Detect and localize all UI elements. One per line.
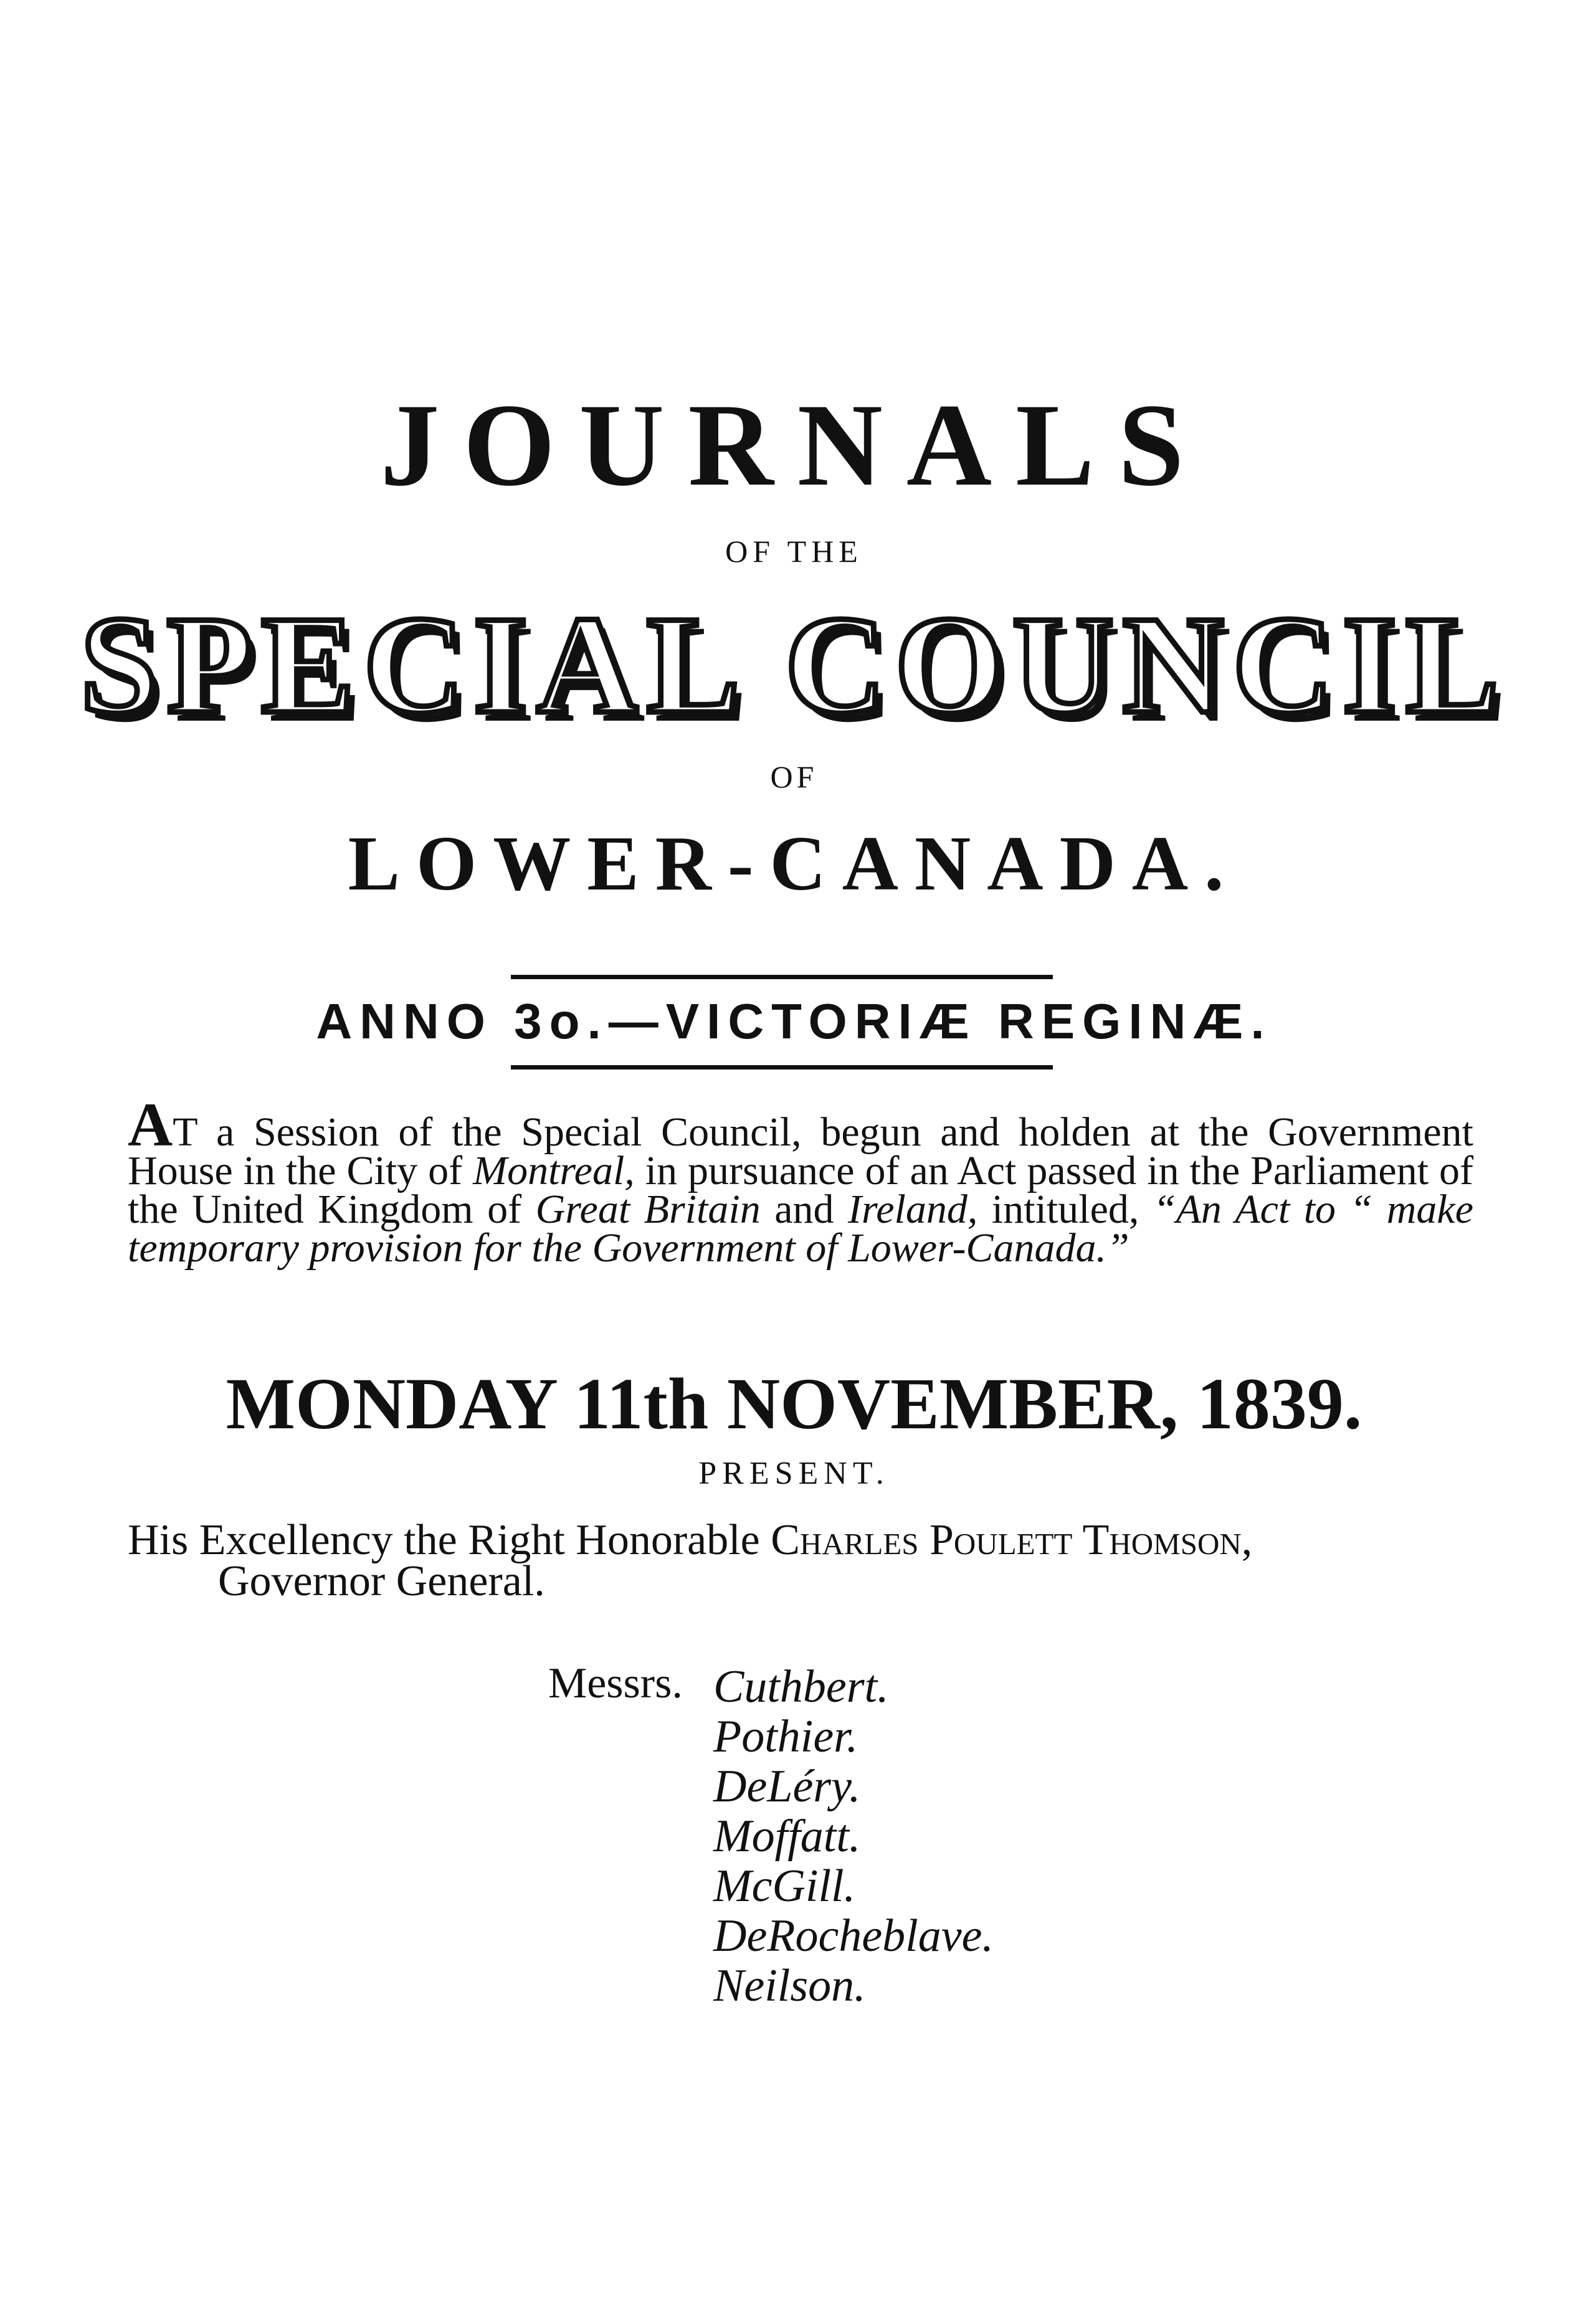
governor-role: Governor General. [218,1557,545,1605]
governor-entry [128,1516,1473,1605]
preamble-text-2: in pursuance of an Act passed in the Parliament of the United Kingdom of [128,1148,1473,1232]
governor-name: Charles Poulett Thomson, [771,1516,1253,1564]
preamble-dropcap: A [128,1090,173,1159]
list-item: DeRocheblave. [713,1910,994,1961]
preamble-great-britain: Great Britain [535,1187,761,1232]
preamble-act-title: “An Act to “ make temporary provision for the Government of Lower-Canada.” [128,1187,1474,1271]
session-date: MONDAY 11th NOVEMBER, 1839. [226,1363,1362,1444]
preamble-montreal: Montreal, [473,1148,635,1193]
preamble-text-3: and [760,1187,849,1232]
present-heading: PRESENT. [698,1456,890,1491]
title-journals: JOURNALS [380,380,1208,511]
divider-rule-bottom [511,1065,1053,1070]
title-lower-canada: LOWER-CANADA. [348,821,1240,907]
list-item: DeLéry. [713,1761,861,1812]
governor-prefix: His Excellency the Right Honorable [128,1516,771,1564]
session-preamble [128,1090,1474,1271]
title-of: OF [770,759,818,794]
list-item: Cuthbert. [713,1661,889,1712]
divider-rule-top [511,975,1053,979]
list-item: McGill. [713,1861,856,1912]
anno-regnal-year: ANNO 3o.—VICTORIÆ REGINÆ. [316,994,1272,1049]
preamble-text-1: T a Session of the Special Council, begun and holden at the Government House in the City of [128,1109,1473,1193]
title-of-the: OF THE [725,534,863,569]
preamble-text-4: intituled, [977,1187,1153,1232]
list-item: Neilson. [713,1960,866,2011]
preamble-ireland: Ireland, [848,1187,978,1232]
member-list [713,1662,994,2011]
title-special-council: SPECIAL COUNCIL [80,587,1508,742]
list-item: Pothier. [713,1711,858,1762]
list-item: Moffatt. [713,1811,861,1862]
messrs-label: Messrs. [548,1659,683,1707]
